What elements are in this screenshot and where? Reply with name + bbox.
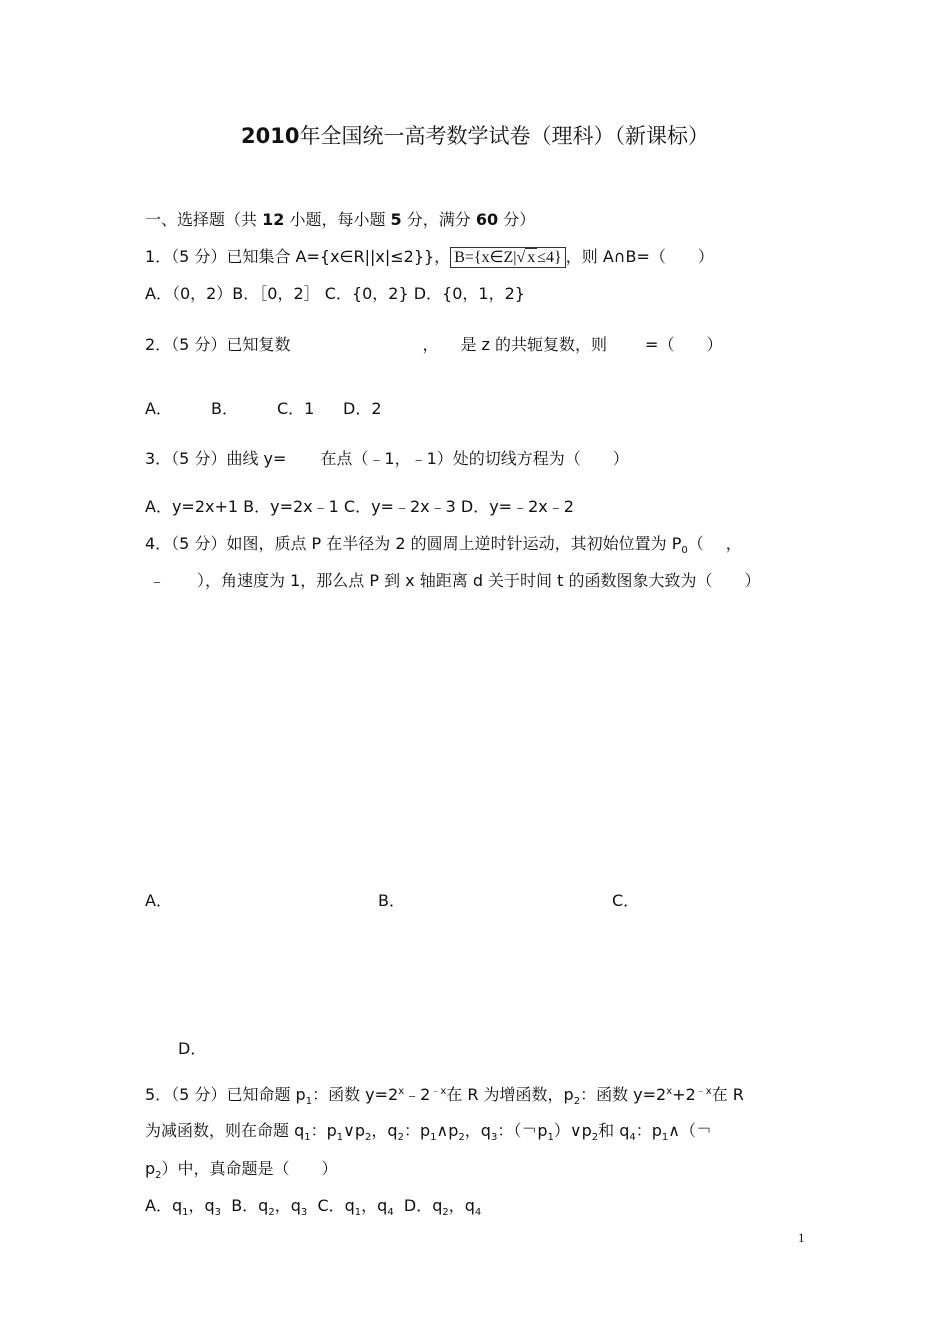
- q5-sub: 1: [336, 1132, 344, 1143]
- q5-sub: 3: [300, 1207, 308, 1218]
- q5-l2-i: ）∨p: [553, 1121, 592, 1140]
- title-text: 年全国统一高考数学试卷（理科）（新课标）: [299, 124, 709, 148]
- q4-option-d: D．: [178, 1039, 207, 1058]
- q5-sub: 3: [214, 1207, 222, 1218]
- q5-l1-i: +2: [672, 1085, 696, 1104]
- q5-l2-j: 和 q: [598, 1121, 630, 1140]
- q1-boxed-pre: B={x∈Z|: [454, 249, 517, 266]
- q1-boxed-post: ≤4}: [537, 249, 562, 266]
- q5-l1-k: 在 R: [711, 1085, 744, 1104]
- q5-opt-a: A．q: [145, 1196, 183, 1215]
- q5-sup: x: [666, 1086, 673, 1097]
- q5-sub: 1: [182, 1207, 189, 1218]
- q4-line1-sub: 0: [681, 545, 688, 556]
- q5-sup: ﹣x: [695, 1086, 712, 1097]
- q2-option-b: B．: [211, 399, 238, 418]
- q5-l2-d: ，q: [371, 1121, 398, 1140]
- q5-sub: 2: [365, 1132, 372, 1143]
- q5-sub: 2: [591, 1132, 599, 1143]
- question-1-options: A．（0，2）B．［0，2］ C．{0，2} D．{0，1，2}: [145, 284, 525, 303]
- q4-option-a: A．: [145, 891, 172, 910]
- q5-opt-d2: ，q: [448, 1196, 475, 1215]
- q5-sub: 2: [442, 1207, 449, 1218]
- q5-l2-f: ∧p: [436, 1121, 459, 1140]
- title-year: 2010: [241, 124, 300, 148]
- q2-option-c: C．1: [277, 399, 315, 418]
- q5-sub: 1: [354, 1207, 362, 1218]
- q5-sub: 2: [458, 1132, 465, 1143]
- section-total: 60: [475, 210, 499, 229]
- q5-sub: 4: [474, 1207, 482, 1218]
- q1-stem-text: 1．（5 分）已知集合 A={x∈R||x|≤2}}，: [145, 247, 451, 266]
- q5-l3-b: ）中，真命题是（ ）: [161, 1159, 338, 1178]
- q1-set-b-formula: [450, 247, 566, 268]
- sqrt-icon: √: [516, 249, 526, 266]
- q5-l2-a: 为减函数，则在命题 q: [145, 1121, 305, 1140]
- q5-sub: 4: [387, 1207, 394, 1218]
- q5-l3-a: p: [145, 1159, 156, 1178]
- section-each: 5: [390, 210, 402, 229]
- q5-l1-g: ：函数 y=2: [580, 1085, 667, 1104]
- question-3-stem: [145, 448, 629, 470]
- q5-opt-c2: ，q: [361, 1196, 388, 1215]
- q5-l2-b: ：p: [310, 1121, 337, 1140]
- q5-opt-c: C．q: [317, 1196, 355, 1215]
- section-suffix: 分）: [498, 210, 536, 229]
- q5-sub: 4: [629, 1132, 636, 1143]
- section-prefix: 一、选择题（共: [145, 210, 263, 229]
- question-2-stem: [145, 334, 722, 356]
- section-mid1: 小题，每小题: [284, 210, 391, 229]
- q5-l1-f: 在 R 为增函数，p: [446, 1085, 574, 1104]
- q5-sub: 1: [547, 1132, 554, 1143]
- q5-opt-b2: ，q: [274, 1196, 301, 1215]
- q5-sub: 3: [490, 1132, 498, 1143]
- q4-option-b: B．: [378, 891, 405, 910]
- q3-stem-a: 3．（5 分）曲线 y=: [145, 449, 287, 468]
- q5-opt-d: D．q: [403, 1196, 443, 1215]
- question-1-stem: [145, 246, 714, 268]
- q4-line1-a: 4．（5 分）如图，质点 P 在半径为 2 的圆周上逆时针运动，其初始位置为 P: [145, 534, 682, 553]
- q5-sub: 2: [268, 1207, 275, 1218]
- q2-stem-b: ，: [422, 335, 439, 354]
- q1-tail: ，则 A∩B=（ ）: [565, 247, 714, 266]
- q4-line1-b: （: [687, 534, 704, 553]
- q2-stem-a: 2．（5 分）已知复数: [145, 335, 291, 354]
- question-3-options: A．y=2x+1 B．y=2x﹣1 C．y=﹣2x﹣3 D．y=﹣2x﹣2: [145, 497, 574, 516]
- q2-option-d: D．2: [343, 399, 382, 418]
- q5-l1-b: ：函数 y=2: [312, 1085, 399, 1104]
- q5-sup: x: [398, 1086, 405, 1097]
- q5-sub: 1: [304, 1132, 311, 1143]
- q5-l1-d: ﹣2: [404, 1085, 431, 1104]
- q5-l1-a: 5．（5 分）已知命题 p: [145, 1085, 306, 1104]
- q5-l2-h: ：（￢p: [497, 1121, 548, 1140]
- section-mid2: 分，满分: [401, 210, 476, 229]
- question-5-line-2: [145, 1120, 712, 1149]
- q5-sup: ﹣x: [430, 1086, 447, 1097]
- section-heading: [145, 209, 535, 231]
- q5-sub: 1: [661, 1132, 669, 1143]
- page-title: [0, 120, 950, 150]
- question-5-options: [145, 1195, 481, 1224]
- question-5-line-1: [145, 1081, 744, 1113]
- q4-option-c: C．: [612, 891, 640, 910]
- q2-stem-d: =（ ）: [645, 335, 723, 354]
- q5-sub: 2: [573, 1096, 581, 1107]
- q2-stem-c: 是 z 的共轭复数，则: [460, 335, 608, 354]
- q5-sub: 1: [430, 1132, 437, 1143]
- question-4-line-1: [145, 533, 742, 562]
- q5-l2-c: ∨p: [343, 1121, 366, 1140]
- q5-opt-a2: ，q: [188, 1196, 215, 1215]
- question-4-line-2: ﹣ ），角速度为 1，那么点 P 到 x 轴距离 d 关于时间 t 的函数图象大致为（ ）: [149, 571, 761, 590]
- q3-stem-b: 在点（﹣1，﹣1）处的切线方程为（ ）: [320, 449, 629, 468]
- q5-sub: 2: [155, 1170, 162, 1181]
- q5-opt-b: B．q: [231, 1196, 269, 1215]
- q1-boxed-sqrt: x: [527, 249, 536, 266]
- q4-line1-c: ，: [725, 534, 742, 553]
- question-5-line-3: [145, 1158, 338, 1187]
- page-number: 1: [798, 1230, 805, 1245]
- q5-sub: 2: [397, 1132, 404, 1143]
- q5-sub: 1: [305, 1096, 313, 1107]
- q5-l2-g: ，q: [464, 1121, 491, 1140]
- q5-l2-l: ∧（￢: [668, 1121, 712, 1140]
- q5-l2-e: ：p: [403, 1121, 431, 1140]
- q5-l2-k: ：p: [635, 1121, 662, 1140]
- section-count: 12: [262, 210, 285, 229]
- q2-option-a: A．: [145, 399, 172, 418]
